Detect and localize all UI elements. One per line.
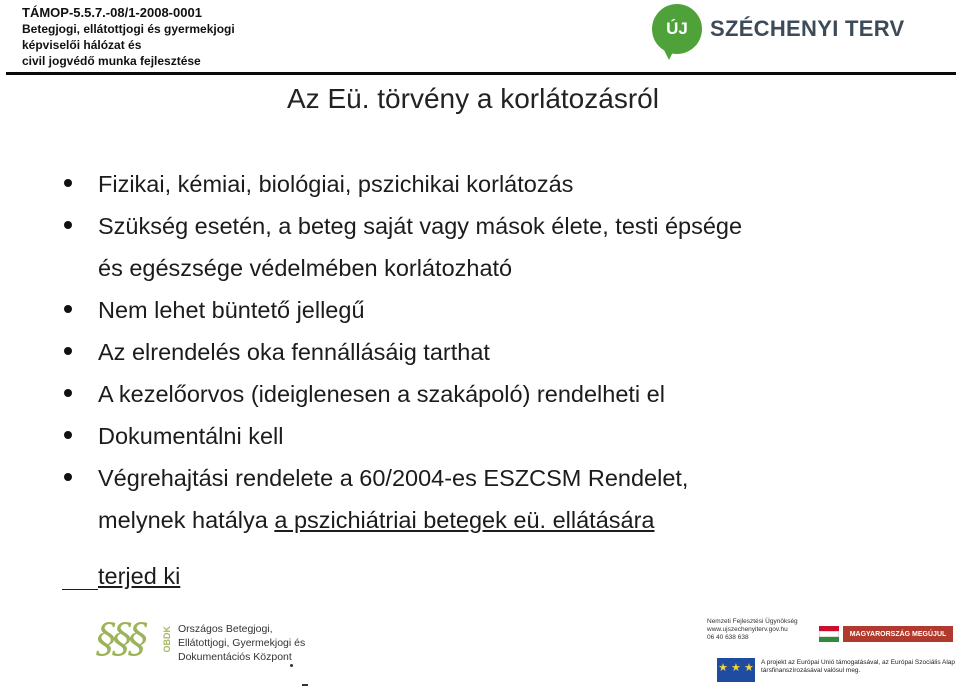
bullet-text: és egészsége védelmében korlátozható — [98, 255, 513, 281]
project-code: TÁMOP-5.5.7.-08/1-2008-0001 — [22, 5, 202, 20]
bullet-item — [60, 415, 940, 457]
renewal-badge: MAGYARORSZÁG MEGÚJUL — [843, 626, 953, 642]
bullet-list — [60, 163, 940, 541]
bullet-icon — [64, 221, 72, 229]
bullet-text: Dokumentálni kell — [98, 423, 284, 449]
obdk-paragraph-icon: §§§ — [96, 616, 144, 662]
bullet-icon — [64, 431, 72, 439]
obdk-line: Országos Betegjogi, — [178, 623, 273, 635]
logo-bubble-text: ÚJ — [666, 19, 688, 38]
obdk-line: Dokumentációs Központ — [178, 651, 292, 663]
eu-flag-icon: ★ ★ ★ — [717, 658, 755, 682]
bullet-item — [60, 457, 940, 541]
underlined-text: a pszichiátriai betegek eü. ellátására — [274, 507, 655, 533]
project-header — [22, 5, 235, 69]
obdk-vertical-text: OBDK — [162, 626, 172, 653]
continuation-line — [62, 563, 180, 590]
project-line-4: civil jogvédő munka fejlesztése — [22, 54, 201, 68]
underlined-text: terjed ki — [98, 563, 181, 589]
bullet-text: Szükség esetén, a beteg saját vagy mások élete, testi épsége — [98, 213, 743, 239]
slide-title: Az Eü. törvény a korlátozásról — [287, 83, 659, 114]
footer-dot — [290, 664, 293, 667]
obdk-line: Ellátottjogi, Gyermekjogi és — [178, 637, 306, 649]
obdk-logo — [96, 612, 326, 682]
eu-support-text: A projekt az Európai Unió támogatásával, az Európai Szociális Alap társfinanszírozásával valósul meg. — [761, 659, 956, 674]
bullet-item — [60, 373, 940, 415]
bullet-icon — [64, 347, 72, 355]
nfu-site: www.ujszechenyiterv.gov.hu — [707, 626, 788, 633]
nfu-phone: 06 40 638 638 — [707, 634, 749, 641]
bullet-text: A kezelőorvos (ideiglenesen a szakápoló) rendelheti el — [98, 381, 665, 407]
header-divider — [6, 72, 956, 75]
bullet-text: Nem lehet büntető jellegű — [98, 297, 365, 323]
bullet-text: Fizikai, kémiai, biológiai, pszichikai korlátozás — [98, 171, 574, 197]
bullet-item — [60, 205, 940, 289]
bullet-text: Végrehajtási rendelete a 60/2004-es ESZCSM Rendelet, — [98, 465, 689, 491]
nfu-agency: Nemzeti Fejlesztési Ügynökség — [707, 618, 798, 625]
bullet-icon — [64, 389, 72, 397]
underline-lead — [62, 567, 98, 590]
hungarian-flag-icon — [819, 626, 839, 640]
bullet-text — [98, 499, 940, 541]
bubble-tail — [662, 46, 676, 60]
project-line-3: képviselői hálózat és — [22, 38, 142, 52]
bullet-text: Az elrendelés oka fennállásáig tarthat — [98, 339, 490, 365]
bullet-item — [60, 289, 940, 331]
nfu-eu-footer-logo — [707, 618, 957, 690]
bullet-item — [60, 331, 940, 373]
bullet-item — [60, 163, 940, 205]
obdk-name — [178, 622, 305, 664]
logo-text: SZÉCHENYI TERV — [710, 16, 905, 41]
bullet-text-plain: melynek hatálya — [98, 507, 275, 533]
bullet-icon — [64, 179, 72, 187]
project-line-2: Betegjogi, ellátottjogi és gyermekjogi — [22, 22, 235, 36]
bullet-icon — [64, 305, 72, 313]
szechenyi-terv-logo — [652, 4, 952, 66]
szechenyi-speech-bubble-icon — [652, 4, 702, 54]
footer-dash — [302, 684, 308, 686]
bullet-icon — [64, 473, 72, 481]
